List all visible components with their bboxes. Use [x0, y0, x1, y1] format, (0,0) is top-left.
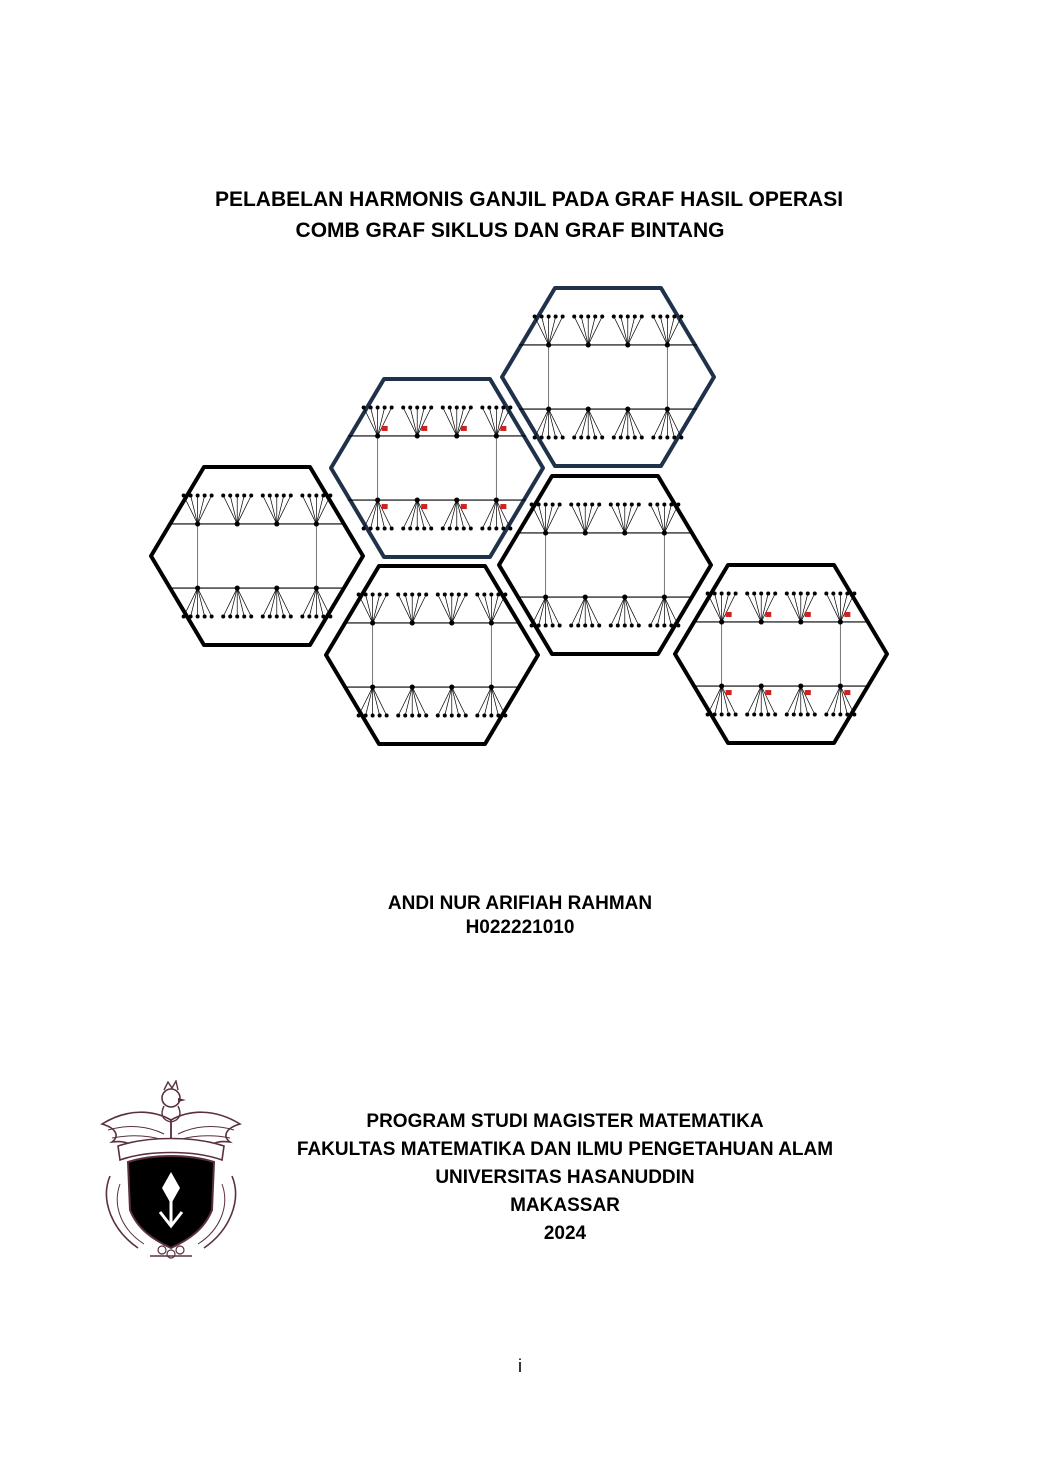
leaf-vertex	[462, 527, 466, 531]
leaf-vertex	[482, 714, 486, 718]
leaf-vertex	[403, 592, 407, 596]
leaf-vertex	[268, 493, 272, 497]
leaf-vertex	[210, 493, 214, 497]
leaf-vertex	[547, 436, 551, 440]
leaf-vertex	[371, 592, 375, 596]
leaf-vertex	[441, 405, 445, 409]
leaf-vertex	[261, 615, 265, 619]
program-name: PROGRAM STUDI MAGISTER MATEMATIKA	[366, 1111, 764, 1132]
leaf-vertex	[658, 436, 662, 440]
leaf-vertex	[369, 527, 373, 531]
leaf-vertex	[648, 502, 652, 506]
leaf-vertex	[558, 502, 562, 506]
leaf-vertex	[448, 527, 452, 531]
leaf-vertex	[640, 436, 644, 440]
leaf-vertex	[362, 527, 366, 531]
leaf-vertex	[831, 591, 835, 595]
leaf-vertex	[242, 615, 246, 619]
leaf-vertex	[600, 436, 604, 440]
leaf-vertex	[845, 591, 849, 595]
leaf-vertex	[706, 591, 710, 595]
leaf-vertex	[189, 493, 193, 497]
leaf-vertex	[182, 615, 186, 619]
leaf-vertex	[364, 592, 368, 596]
leaf-vertex	[752, 713, 756, 717]
leaf-vertex	[713, 591, 717, 595]
edge-label-mark	[500, 504, 506, 509]
edge-label-mark	[421, 504, 427, 509]
leaf-vertex	[378, 592, 382, 596]
leaf-vertex	[275, 493, 279, 497]
leaf-vertex	[551, 502, 555, 506]
leaf-vertex	[799, 713, 803, 717]
leaf-vertex	[390, 405, 394, 409]
leaf-vertex	[410, 714, 414, 718]
leaf-vertex	[496, 592, 500, 596]
leaf-vertex	[824, 713, 828, 717]
thesis-title	[0, 184, 1040, 246]
leaf-vertex	[300, 493, 304, 497]
leaf-vertex	[357, 714, 361, 718]
edge-label-mark	[500, 426, 506, 431]
university-crest-icon	[98, 1080, 244, 1266]
leaf-vertex	[537, 502, 541, 506]
leaf-vertex	[533, 436, 537, 440]
leaf-vertex	[813, 591, 817, 595]
leaf-vertex	[676, 624, 680, 628]
leaf-vertex	[189, 615, 193, 619]
leaf-vertex	[480, 527, 484, 531]
leaf-vertex	[501, 405, 505, 409]
edge-label-mark	[726, 612, 732, 617]
leaf-vertex	[275, 615, 279, 619]
leaf-vertex	[261, 493, 265, 497]
leaf-vertex	[583, 624, 587, 628]
leaf-vertex	[489, 592, 493, 596]
leaf-vertex	[408, 527, 412, 531]
leaf-vertex	[364, 714, 368, 718]
leaf-vertex	[436, 714, 440, 718]
leaf-vertex	[766, 713, 770, 717]
edge-label-mark	[844, 690, 850, 695]
leaf-vertex	[221, 493, 225, 497]
leaf-vertex	[655, 502, 659, 506]
leaf-vertex	[609, 502, 613, 506]
leaf-vertex	[469, 405, 473, 409]
leaf-vertex	[203, 615, 207, 619]
leaf-vertex	[616, 502, 620, 506]
leaf-vertex	[475, 592, 479, 596]
leaf-vertex	[785, 591, 789, 595]
leaf-vertex	[590, 502, 594, 506]
leaf-vertex	[665, 314, 669, 318]
leaf-vertex	[314, 615, 318, 619]
leaf-vertex	[792, 591, 796, 595]
leaf-vertex	[530, 502, 534, 506]
leaf-vertex	[633, 436, 637, 440]
leaf-vertex	[852, 713, 856, 717]
leaf-vertex	[586, 436, 590, 440]
leaf-vertex	[551, 624, 555, 628]
leaf-vertex	[328, 615, 332, 619]
leaf-vertex	[533, 314, 537, 318]
leaf-vertex	[371, 714, 375, 718]
author-name: ANDI NUR ARIFIAH RAHMAN	[387, 893, 653, 914]
leaf-vertex	[429, 405, 433, 409]
leaf-vertex	[503, 592, 507, 596]
leaf-vertex	[362, 405, 366, 409]
edge-label-mark	[382, 426, 388, 431]
leaf-vertex	[845, 713, 849, 717]
edge-label-mark	[765, 690, 771, 695]
leaf-vertex	[759, 713, 763, 717]
leaf-vertex	[307, 493, 311, 497]
leaf-vertex	[268, 615, 272, 619]
leaf-vertex	[289, 615, 293, 619]
leaf-vertex	[665, 436, 669, 440]
leaf-vertex	[489, 714, 493, 718]
leaf-vertex	[328, 493, 332, 497]
leaf-vertex	[619, 314, 623, 318]
leaf-vertex	[626, 314, 630, 318]
leaf-vertex	[838, 591, 842, 595]
leaf-vertex	[679, 436, 683, 440]
leaf-vertex	[734, 591, 738, 595]
leaf-vertex	[417, 592, 421, 596]
leaf-vertex	[554, 314, 558, 318]
graph-hexagon-6	[675, 565, 887, 743]
leaf-vertex	[669, 502, 673, 506]
leaf-vertex	[651, 314, 655, 318]
leaf-vertex	[457, 714, 461, 718]
leaf-vertex	[640, 314, 644, 318]
leaf-vertex	[586, 314, 590, 318]
leaf-vertex	[676, 502, 680, 506]
leaf-vertex	[852, 591, 856, 595]
leaf-vertex	[203, 493, 207, 497]
edge-label-mark	[765, 612, 771, 617]
leaf-vertex	[235, 493, 239, 497]
leaf-vertex	[600, 314, 604, 318]
leaf-vertex	[579, 436, 583, 440]
edge-label-mark	[805, 690, 811, 695]
leaf-vertex	[569, 624, 573, 628]
leaf-vertex	[637, 502, 641, 506]
leaf-vertex	[455, 527, 459, 531]
leaf-vertex	[813, 713, 817, 717]
leaf-vertex	[376, 527, 380, 531]
leaf-vertex	[464, 592, 468, 596]
leaf-vertex	[390, 527, 394, 531]
edge-label-mark	[805, 612, 811, 617]
leaf-vertex	[583, 502, 587, 506]
leaf-vertex	[369, 405, 373, 409]
leaf-vertex	[196, 615, 200, 619]
leaf-vertex	[249, 615, 253, 619]
leaf-vertex	[759, 591, 763, 595]
edge-label-mark	[844, 612, 850, 617]
page-number: i	[518, 1356, 522, 1376]
student-id: H022221010	[465, 917, 575, 938]
leaf-vertex	[475, 714, 479, 718]
leaf-vertex	[713, 713, 717, 717]
leaf-vertex	[228, 615, 232, 619]
edge-label-mark	[382, 504, 388, 509]
leaf-vertex	[503, 714, 507, 718]
graph-hexagon-4	[499, 476, 711, 654]
leaf-vertex	[307, 615, 311, 619]
leaf-vertex	[597, 624, 601, 628]
leaf-vertex	[443, 714, 447, 718]
leaf-vertex	[383, 405, 387, 409]
leaf-vertex	[508, 405, 512, 409]
leaf-vertex	[443, 592, 447, 596]
city-name: MAKASSAR	[510, 1195, 620, 1216]
leaf-vertex	[572, 436, 576, 440]
leaf-vertex	[450, 714, 454, 718]
leaf-vertex	[637, 624, 641, 628]
leaf-vertex	[228, 493, 232, 497]
leaf-vertex	[669, 624, 673, 628]
leaf-vertex	[727, 713, 731, 717]
leaf-vertex	[487, 527, 491, 531]
leaf-vertex	[593, 314, 597, 318]
leaf-vertex	[799, 591, 803, 595]
graph-hexagon-3	[151, 467, 363, 645]
edge-label-mark	[421, 426, 427, 431]
leaf-vertex	[487, 405, 491, 409]
leaf-vertex	[376, 405, 380, 409]
leaf-vertex	[385, 714, 389, 718]
leaf-vertex	[554, 436, 558, 440]
leaf-vertex	[773, 713, 777, 717]
leaf-vertex	[626, 436, 630, 440]
leaf-vertex	[417, 714, 421, 718]
leaf-vertex	[672, 314, 676, 318]
leaf-vertex	[655, 624, 659, 628]
leaf-vertex	[766, 591, 770, 595]
leaf-vertex	[494, 405, 498, 409]
leaf-vertex	[773, 591, 777, 595]
leaf-vertex	[727, 591, 731, 595]
leaf-vertex	[210, 615, 214, 619]
leaf-vertex	[462, 405, 466, 409]
leaf-vertex	[658, 314, 662, 318]
leaf-vertex	[378, 714, 382, 718]
leaf-vertex	[651, 436, 655, 440]
leaf-vertex	[623, 502, 627, 506]
leaf-vertex	[633, 314, 637, 318]
edge-label-mark	[461, 426, 467, 431]
leaf-vertex	[396, 592, 400, 596]
graph-hexagon-2	[331, 379, 543, 557]
leaf-vertex	[357, 592, 361, 596]
leaf-vertex	[540, 314, 544, 318]
leaf-vertex	[806, 591, 810, 595]
leaf-vertex	[385, 592, 389, 596]
leaf-vertex	[838, 713, 842, 717]
leaf-vertex	[300, 615, 304, 619]
leaf-vertex	[450, 592, 454, 596]
edge-label-mark	[461, 504, 467, 509]
leaf-vertex	[745, 713, 749, 717]
leaf-vertex	[289, 493, 293, 497]
leaf-vertex	[403, 714, 407, 718]
leaf-vertex	[630, 502, 634, 506]
leaf-vertex	[482, 592, 486, 596]
leaf-vertex	[745, 591, 749, 595]
author-block	[0, 892, 1040, 940]
leaf-vertex	[424, 592, 428, 596]
leaf-vertex	[612, 436, 616, 440]
graph-hexagon-5	[326, 566, 538, 744]
leaf-vertex	[501, 527, 505, 531]
leaf-vertex	[480, 405, 484, 409]
leaf-vertex	[662, 624, 666, 628]
leaf-vertex	[469, 527, 473, 531]
leaf-vertex	[590, 624, 594, 628]
leaf-vertex	[752, 591, 756, 595]
leaf-vertex	[612, 314, 616, 318]
leaf-vertex	[720, 713, 724, 717]
leaf-vertex	[579, 314, 583, 318]
leaf-vertex	[448, 405, 452, 409]
leaf-vertex	[441, 527, 445, 531]
leaf-vertex	[561, 314, 565, 318]
faculty-name: FAKULTAS MATEMATIKA DAN ILMU PENGETAHUAN ALAM	[296, 1139, 834, 1160]
leaf-vertex	[422, 405, 426, 409]
leaf-vertex	[455, 405, 459, 409]
leaf-vertex	[429, 527, 433, 531]
leaf-vertex	[806, 713, 810, 717]
leaf-vertex	[824, 591, 828, 595]
leaf-vertex	[540, 436, 544, 440]
leaf-vertex	[572, 314, 576, 318]
leaf-vertex	[410, 592, 414, 596]
hexagon-graph-illustration	[0, 280, 1040, 760]
leaf-vertex	[831, 713, 835, 717]
leaf-vertex	[282, 493, 286, 497]
leaf-vertex	[496, 714, 500, 718]
leaf-vertex	[576, 624, 580, 628]
leaf-vertex	[321, 615, 325, 619]
leaf-vertex	[706, 713, 710, 717]
leaf-vertex	[662, 502, 666, 506]
leaf-vertex	[672, 436, 676, 440]
leaf-vertex	[282, 615, 286, 619]
leaf-vertex	[235, 615, 239, 619]
title-line-2: COMB GRAF SIKLUS DAN GRAF BINTANG	[295, 219, 725, 242]
leaf-vertex	[630, 624, 634, 628]
leaf-vertex	[609, 624, 613, 628]
leaf-vertex	[619, 436, 623, 440]
leaf-vertex	[457, 592, 461, 596]
leaf-vertex	[623, 624, 627, 628]
leaf-vertex	[464, 714, 468, 718]
leaf-vertex	[415, 527, 419, 531]
leaf-vertex	[597, 502, 601, 506]
leaf-vertex	[537, 624, 541, 628]
leaf-vertex	[720, 591, 724, 595]
year: 2024	[543, 1223, 587, 1244]
title-line-1: PELABELAN HARMONIS GANJIL PADA GRAF HASIL OPERASI	[214, 188, 844, 211]
leaf-vertex	[569, 502, 573, 506]
leaf-vertex	[221, 615, 225, 619]
leaf-vertex	[424, 714, 428, 718]
leaf-vertex	[249, 493, 253, 497]
leaf-vertex	[508, 527, 512, 531]
leaf-vertex	[785, 713, 789, 717]
leaf-vertex	[576, 502, 580, 506]
leaf-vertex	[401, 527, 405, 531]
edge-label-mark	[726, 690, 732, 695]
leaf-vertex	[530, 624, 534, 628]
leaf-vertex	[558, 624, 562, 628]
institution-block	[260, 1108, 870, 1248]
leaf-vertex	[314, 493, 318, 497]
leaf-vertex	[396, 714, 400, 718]
leaf-vertex	[196, 493, 200, 497]
leaf-vertex	[734, 713, 738, 717]
graph-hexagon-1	[502, 288, 714, 466]
leaf-vertex	[544, 502, 548, 506]
leaf-vertex	[547, 314, 551, 318]
leaf-vertex	[436, 592, 440, 596]
leaf-vertex	[408, 405, 412, 409]
leaf-vertex	[679, 314, 683, 318]
leaf-vertex	[792, 713, 796, 717]
leaf-vertex	[321, 493, 325, 497]
leaf-vertex	[494, 527, 498, 531]
leaf-vertex	[401, 405, 405, 409]
leaf-vertex	[242, 493, 246, 497]
leaf-vertex	[593, 436, 597, 440]
leaf-vertex	[415, 405, 419, 409]
leaf-vertex	[544, 624, 548, 628]
leaf-vertex	[182, 493, 186, 497]
leaf-vertex	[561, 436, 565, 440]
leaf-vertex	[383, 527, 387, 531]
leaf-vertex	[422, 527, 426, 531]
university-name: UNIVERSITAS HASANUDDIN	[435, 1167, 695, 1188]
leaf-vertex	[648, 624, 652, 628]
leaf-vertex	[616, 624, 620, 628]
